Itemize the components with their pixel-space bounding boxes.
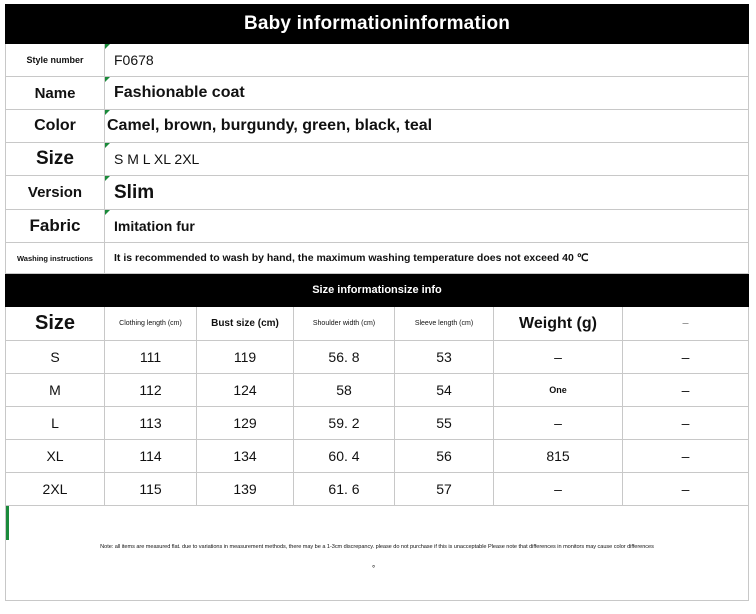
measurement-note <box>5 506 749 601</box>
sleeve-length-cell: 57 <box>395 473 494 505</box>
size-cell: S <box>5 341 105 373</box>
weight-cell: – <box>494 341 623 373</box>
shoulder-width-cell: 58 <box>294 374 395 406</box>
size-cell: 2XL <box>5 473 105 505</box>
washing-row <box>5 243 749 274</box>
sleeve-length-cell: 53 <box>395 341 494 373</box>
version-label: Version <box>5 176 105 209</box>
size-table <box>5 307 749 506</box>
extra-cell: – <box>623 407 749 439</box>
table-row <box>5 407 749 440</box>
shoulder-width-cell: 60. 4 <box>294 440 395 472</box>
version-value: Slim <box>105 176 749 209</box>
weight-cell: One <box>494 374 623 406</box>
extra-cell: – <box>623 440 749 472</box>
color-row <box>5 110 749 143</box>
style-number-value: F0678 <box>105 44 749 76</box>
fabric-value: Imitation fur <box>105 210 749 242</box>
fabric-label: Fabric <box>5 210 105 242</box>
header-shoulder-width: Shoulder width (cm) <box>294 307 395 340</box>
shoulder-width-cell: 59. 2 <box>294 407 395 439</box>
weight-cell: – <box>494 473 623 505</box>
name-value: Fashionable coat <box>105 77 749 109</box>
extra-cell: – <box>623 341 749 373</box>
bust-size-cell: 139 <box>197 473 294 505</box>
note-text: Note: all items are measured flat. due to variations in measurement methods, there may be a 1-3cm discrepancy. please do not purchase if this is unacceptable Please note that differences in monitors may cause color differences <box>100 544 654 550</box>
table-row <box>5 473 749 506</box>
size-table-header <box>5 307 749 341</box>
sleeve-length-cell: 54 <box>395 374 494 406</box>
bust-size-cell: 124 <box>197 374 294 406</box>
color-value: Camel, brown, burgundy, green, black, teal <box>105 110 749 142</box>
header-bust-size: Bust size (cm) <box>197 307 294 340</box>
style-number-label: Style number <box>5 44 105 76</box>
bust-size-cell: 119 <box>197 341 294 373</box>
size-cell: M <box>5 374 105 406</box>
clothing-length-cell: 112 <box>105 374 197 406</box>
clothing-length-cell: 113 <box>105 407 197 439</box>
header-extra: — <box>623 307 749 340</box>
fabric-row <box>5 210 749 243</box>
extra-cell: – <box>623 374 749 406</box>
washing-value: It is recommended to wash by hand, the maximum washing temperature does not exceed 40 ℃ <box>105 243 749 273</box>
size-information-banner: Size informationsize info <box>5 274 749 307</box>
header-size: Size <box>5 307 105 340</box>
size-label: Size <box>5 143 105 175</box>
shoulder-width-cell: 56. 8 <box>294 341 395 373</box>
table-row <box>5 374 749 407</box>
name-row <box>5 77 749 110</box>
product-sheet <box>5 4 749 601</box>
size-cell: L <box>5 407 105 439</box>
selection-marker <box>6 506 9 540</box>
clothing-length-cell: 111 <box>105 341 197 373</box>
weight-cell: – <box>494 407 623 439</box>
color-label: Color <box>5 110 105 142</box>
size-row <box>5 143 749 176</box>
table-row <box>5 440 749 473</box>
weight-cell: 815 <box>494 440 623 472</box>
shoulder-width-cell: 61. 6 <box>294 473 395 505</box>
header-sleeve-length: Sleeve length (cm) <box>395 307 494 340</box>
size-value: S M L XL 2XL <box>105 143 749 175</box>
size-cell: XL <box>5 440 105 472</box>
bust-size-cell: 129 <box>197 407 294 439</box>
table-row <box>5 341 749 374</box>
header-weight: Weight (g) <box>494 307 623 340</box>
name-label: Name <box>5 77 105 109</box>
version-row <box>5 176 749 210</box>
header-clothing-length: Clothing length (cm) <box>105 307 197 340</box>
extra-cell: – <box>623 473 749 505</box>
note-mark: ° <box>372 564 376 573</box>
washing-label: Washing instructions <box>5 243 105 273</box>
sleeve-length-cell: 56 <box>395 440 494 472</box>
baby-information-banner: Baby informationinformation <box>5 4 749 44</box>
clothing-length-cell: 114 <box>105 440 197 472</box>
sleeve-length-cell: 55 <box>395 407 494 439</box>
style-number-row <box>5 44 749 77</box>
clothing-length-cell: 115 <box>105 473 197 505</box>
bust-size-cell: 134 <box>197 440 294 472</box>
